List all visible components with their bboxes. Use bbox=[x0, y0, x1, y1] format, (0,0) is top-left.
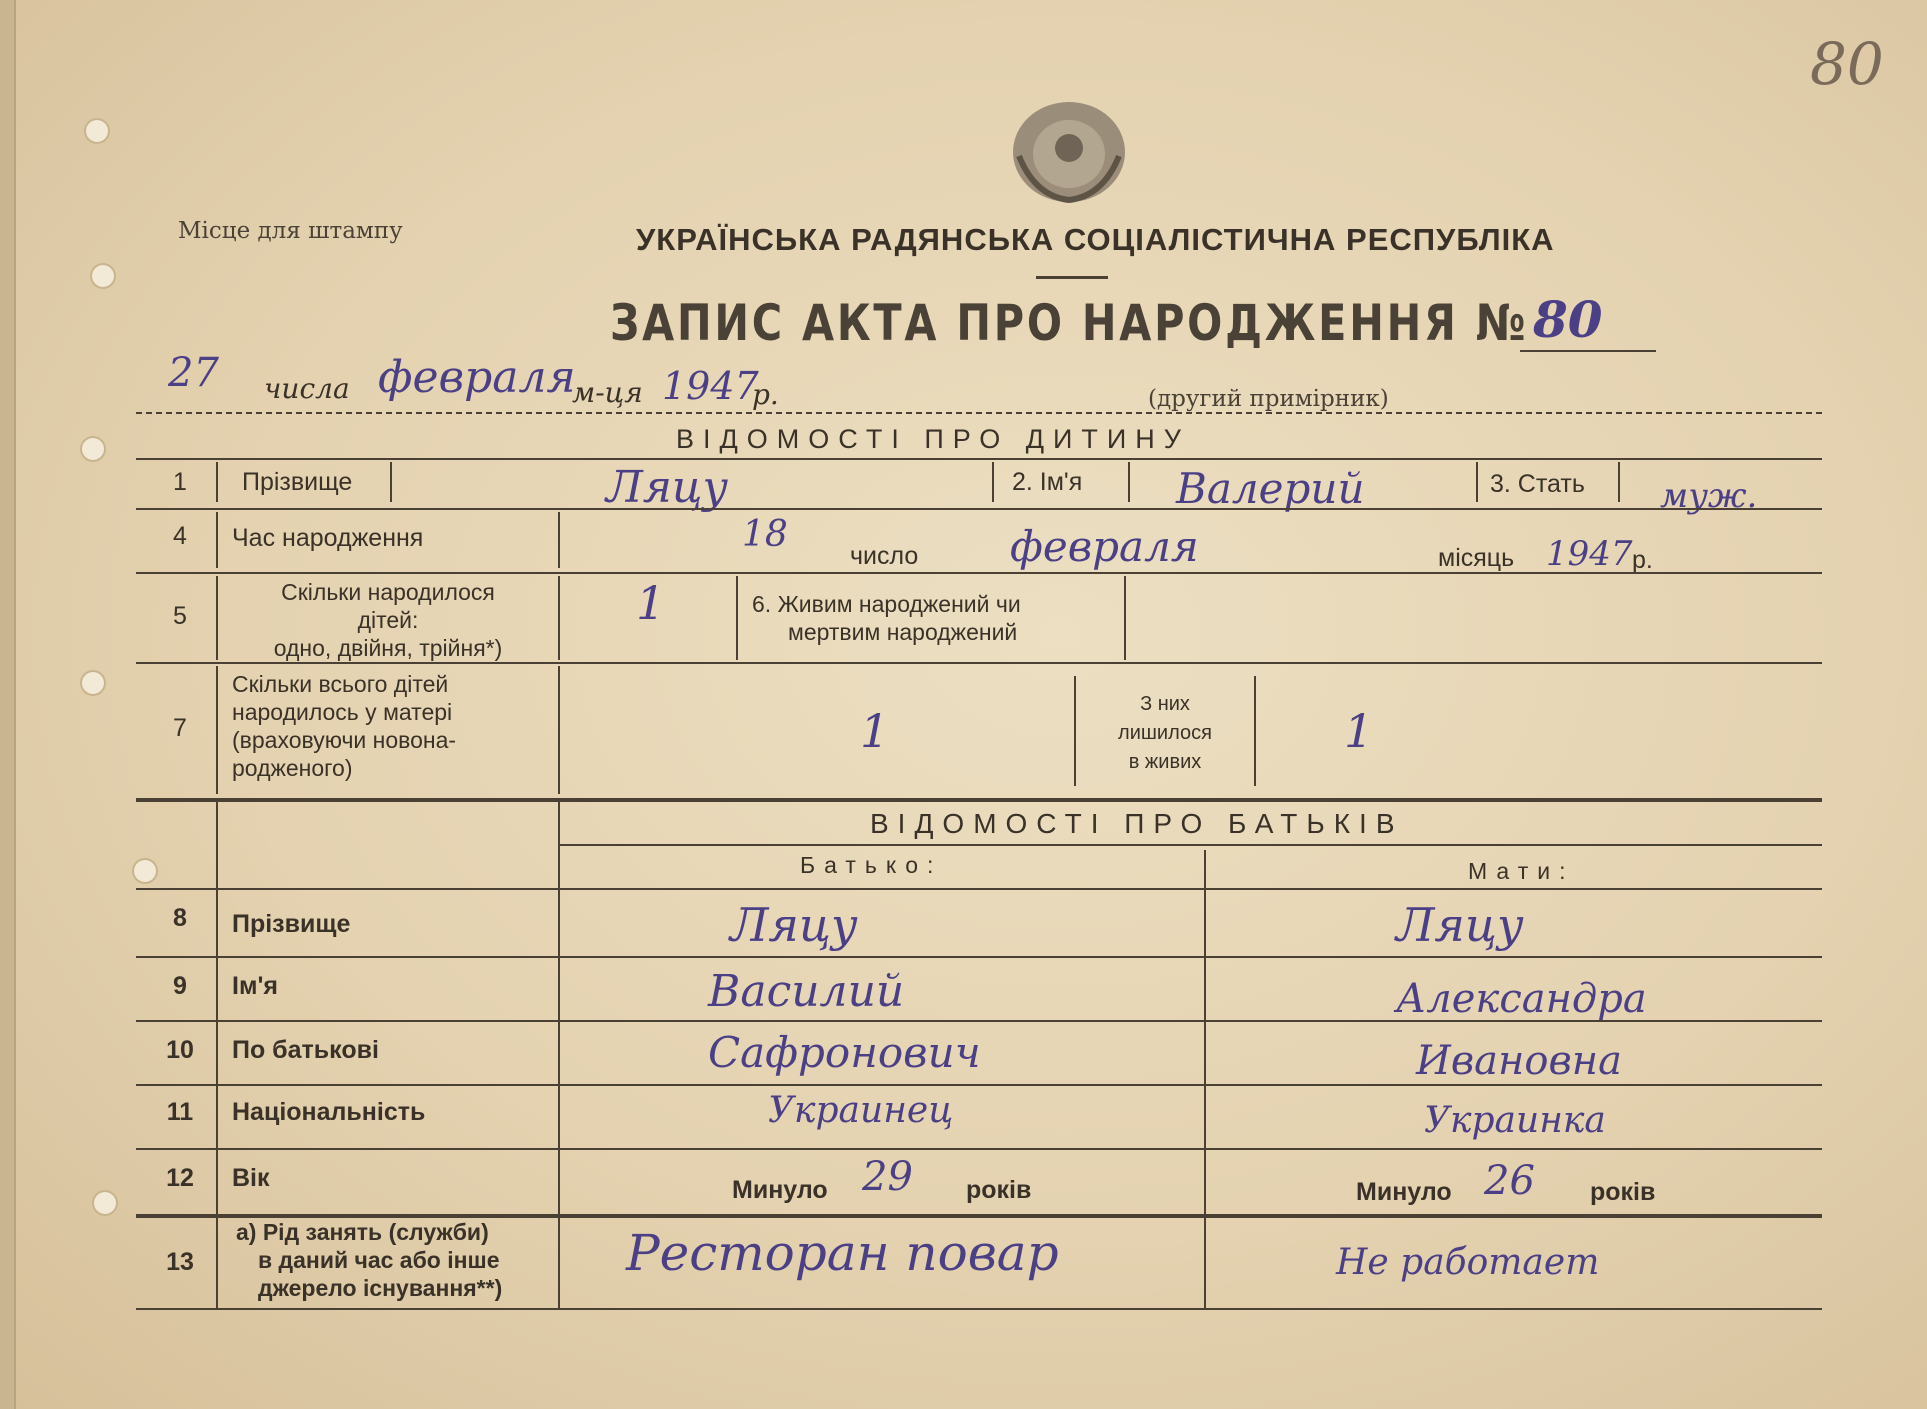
row-number: 11 bbox=[166, 1098, 194, 1126]
table-line bbox=[1476, 462, 1478, 502]
republic-title: УКРАЇНСЬКА РАДЯНСЬКА СОЦІАЛІСТИЧНА РЕСПУБЛІКА bbox=[636, 222, 1555, 257]
record-number: 80 bbox=[1533, 290, 1603, 349]
table-line bbox=[1128, 462, 1130, 502]
table-line bbox=[136, 508, 1822, 510]
row-number: 4 bbox=[173, 522, 187, 550]
table-line bbox=[1204, 850, 1206, 1308]
record-number-line bbox=[1520, 350, 1656, 352]
date-underline bbox=[136, 412, 1822, 414]
father-column-label: Батько: bbox=[800, 852, 943, 878]
total-children-value: 1 bbox=[860, 704, 890, 758]
alive-children-value: 1 bbox=[1344, 704, 1374, 758]
date-month: февраля bbox=[378, 352, 576, 403]
date-month-label: м-ця bbox=[572, 376, 643, 409]
parent-nationality-label: Національність bbox=[232, 1098, 426, 1126]
table-line bbox=[136, 888, 1822, 890]
birth-time-label: Час народження bbox=[232, 524, 424, 552]
table-line bbox=[216, 512, 218, 568]
parents-section-heading: ВІДОМОСТІ ПРО БАТЬКІВ bbox=[870, 808, 1404, 839]
page-number: 80 bbox=[1810, 30, 1884, 98]
table-line bbox=[216, 462, 218, 502]
parent-patronymic-label: По батькові bbox=[232, 1036, 379, 1064]
date-day-label: числа bbox=[264, 372, 350, 405]
row-number: 1 bbox=[173, 468, 187, 496]
row-number: 12 bbox=[166, 1164, 194, 1192]
table-line bbox=[1618, 462, 1620, 502]
child-surname-value: Ляцу bbox=[606, 462, 729, 513]
child-section-heading: ВІДОМОСТІ ПРО ДИТИНУ bbox=[676, 424, 1190, 454]
binding-hole bbox=[82, 438, 104, 460]
table-line bbox=[558, 666, 560, 794]
title-divider bbox=[1036, 276, 1108, 279]
parent-name-label: Ім'я bbox=[232, 972, 278, 1000]
table-line bbox=[558, 802, 560, 1308]
table-line bbox=[736, 576, 738, 660]
table-line bbox=[136, 1084, 1822, 1086]
table-line bbox=[136, 662, 1822, 664]
table-line bbox=[136, 956, 1822, 958]
table-line bbox=[1074, 676, 1076, 786]
total-children-label: Скільки всього дітей народилось у матері (враховуючи новона- родженого) bbox=[232, 671, 457, 781]
alive-or-stillborn-label: 6. Живим народжений чи мертвим народжений bbox=[752, 591, 1021, 645]
mother-column-label: Мати: bbox=[1468, 858, 1575, 884]
mother-age-suffix: років bbox=[1590, 1178, 1656, 1206]
mother-nationality-value: Украинка bbox=[1424, 1100, 1606, 1141]
row-number: 10 bbox=[166, 1036, 194, 1064]
date-day: 27 bbox=[168, 350, 219, 396]
parent-age-label: Вік bbox=[232, 1164, 270, 1192]
father-age-prefix: Минуло bbox=[732, 1176, 828, 1204]
table-line bbox=[390, 462, 392, 502]
father-age-suffix: років bbox=[966, 1176, 1032, 1204]
birth-day-value: 18 bbox=[742, 514, 788, 555]
father-patronymic-value: Сафронович bbox=[708, 1028, 981, 1077]
table-line bbox=[136, 1148, 1822, 1150]
binding-hole bbox=[92, 265, 114, 287]
row-number: 13 bbox=[166, 1248, 194, 1276]
mother-age-value: 26 bbox=[1484, 1158, 1535, 1204]
row-number: 9 bbox=[173, 972, 187, 1000]
mother-surname-value: Ляцу bbox=[1396, 898, 1524, 952]
date-year: 1947 bbox=[662, 364, 759, 408]
row-number: 7 bbox=[173, 714, 187, 742]
stamp-place-label: Місце для штампу bbox=[178, 218, 403, 244]
alive-children-label: З них лишилося в живих bbox=[1118, 693, 1212, 773]
mother-age-prefix: Минуло bbox=[1356, 1178, 1452, 1206]
parent-surname-label: Прізвище bbox=[232, 910, 351, 938]
birth-day-label: число bbox=[850, 542, 919, 570]
table-line bbox=[136, 1020, 1822, 1022]
children-born-label: Скільки народилося дітей: одно, двійня, трійня*) bbox=[273, 579, 503, 661]
birth-month-label: місяць bbox=[1438, 544, 1515, 572]
table-line bbox=[216, 576, 218, 660]
table-line bbox=[558, 576, 560, 660]
table-line bbox=[1124, 576, 1126, 660]
date-year-suffix: р. bbox=[752, 378, 779, 411]
table-line bbox=[1254, 676, 1256, 786]
mother-occupation-value: Не работает bbox=[1336, 1242, 1600, 1283]
birth-year-suffix: р. bbox=[1632, 546, 1653, 574]
table-line bbox=[136, 458, 1822, 460]
child-name-label: 2. Ім'я bbox=[1012, 468, 1083, 496]
coat-of-arms-icon bbox=[1005, 96, 1133, 208]
section-divider bbox=[136, 798, 1822, 802]
record-title: ЗАПИС АКТА ПРО НАРОДЖЕННЯ № bbox=[610, 294, 1529, 352]
table-line bbox=[992, 462, 994, 502]
mother-name-value: Александра bbox=[1396, 976, 1647, 1022]
birth-year-value: 1947 bbox=[1546, 534, 1633, 574]
table-line bbox=[136, 1308, 1822, 1310]
father-nationality-value: Украинец bbox=[768, 1090, 954, 1131]
table-line bbox=[560, 844, 1822, 846]
binding-hole bbox=[94, 1192, 116, 1214]
binding-hole bbox=[82, 672, 104, 694]
table-line bbox=[558, 512, 560, 568]
table-line bbox=[216, 666, 218, 794]
child-sex-label: 3. Стать bbox=[1490, 470, 1585, 498]
child-surname-label: Прізвище bbox=[242, 468, 353, 496]
occupation-label: а) Рід занять (служби) в даний час або інше джерело існування**) bbox=[236, 1219, 503, 1301]
father-occupation-value: Ресторан повар bbox=[626, 1224, 1059, 1282]
father-name-value: Василий bbox=[708, 966, 905, 1017]
copy-note: (другий примірник) bbox=[1148, 386, 1389, 412]
table-line bbox=[216, 802, 218, 1308]
row-number: 8 bbox=[173, 904, 187, 932]
row-number: 5 bbox=[173, 602, 187, 630]
binding-hole bbox=[134, 860, 156, 882]
child-sex-value: муж. bbox=[1660, 476, 1758, 516]
children-born-value: 1 bbox=[636, 576, 666, 630]
father-age-value: 29 bbox=[862, 1154, 913, 1200]
birth-month-value: февраля bbox=[1010, 522, 1199, 571]
mother-patronymic-value: Ивановна bbox=[1416, 1038, 1622, 1084]
father-surname-value: Ляцу bbox=[730, 898, 858, 952]
binding-hole bbox=[86, 120, 108, 142]
binding-edge bbox=[0, 0, 16, 1409]
child-name-value: Валерий bbox=[1176, 464, 1365, 513]
table-line bbox=[136, 572, 1822, 574]
